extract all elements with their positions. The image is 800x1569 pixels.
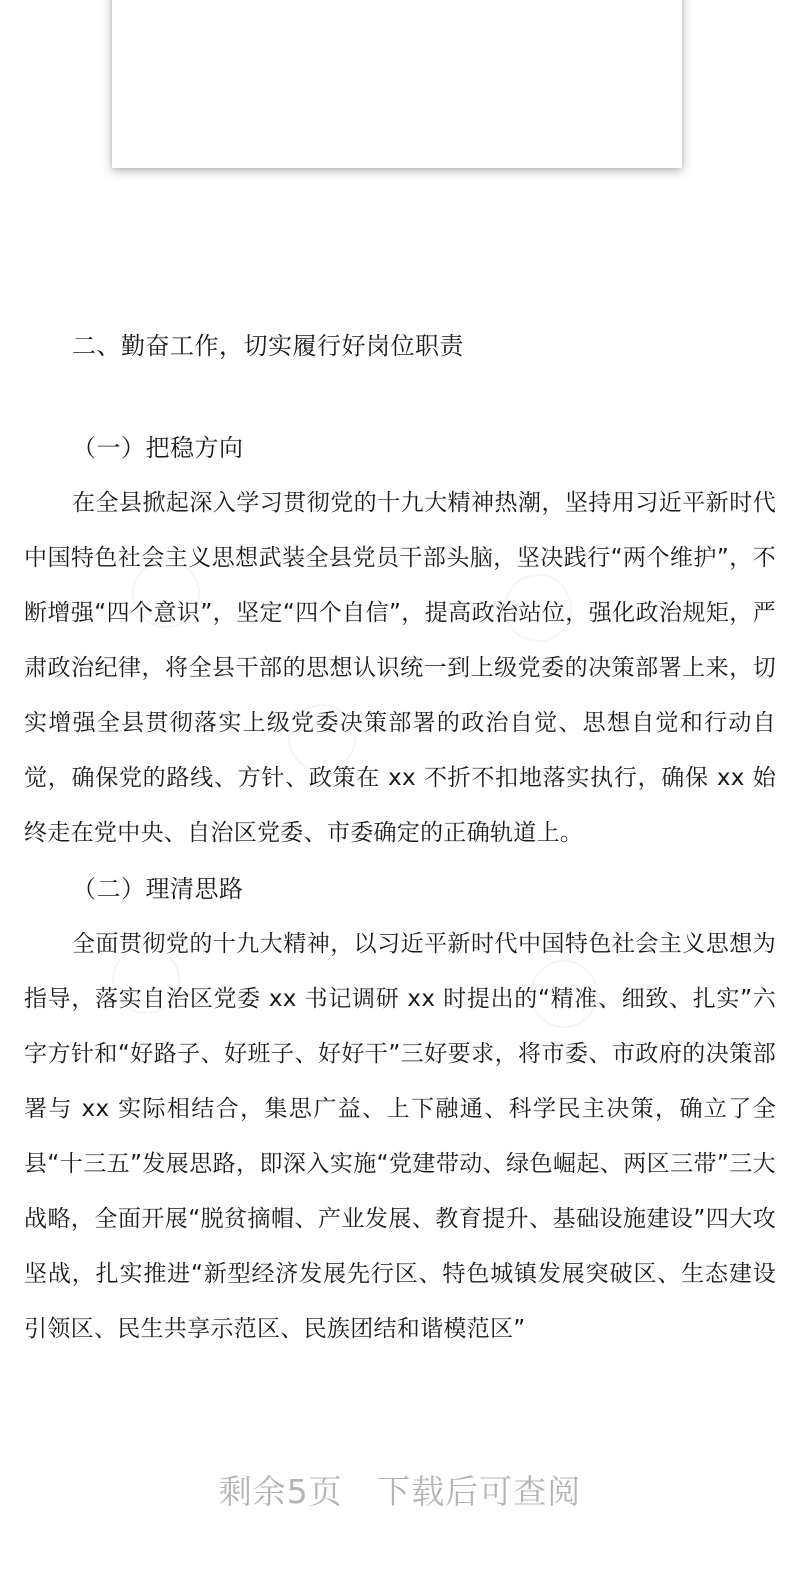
document-body xyxy=(24,318,776,1357)
remaining-pages-notice[interactable]: 剩余5页 下载后可查阅 xyxy=(218,1472,582,1511)
paragraph: 在全县掀起深入学习贯彻党的十九大精神热潮，坚持用习近平新时代中国特色社会主义思想武装全县党员干部头脑，坚决践行“两个维护”，不断增强“四个意识”，坚定“四个自信”，提高政治站位，强化政治规矩，严肃政治纪律，将全县干部的思想认识统一到上级党委的决策部署上来，切实增强全县贯彻落实上级党委决策部署的政治自觉、思想自觉和行动自觉，确保党的路线、方针、政策在 xx 不折不扣地落实执行，确保 xx 始终走在党中央、自治区党委、市委确定的正确轨道上。 xyxy=(24,490,776,846)
section-heading: 二、勤奋工作，切实履行好岗位职责 xyxy=(72,332,464,360)
previous-page-card xyxy=(112,0,682,168)
subsection-heading: （二）理清思路 xyxy=(72,875,244,903)
paragraph: 全面贯彻党的十九大精神，以习近平新时代中国特色社会主义思想为指导，落实自治区党委 xx 书记调研 xx 时提出的“精准、细致、扎实”六字方针和“好路子、好班子、好好干”三好要求，将市委、市政府的决策部署与 xx 实际相结合，集思广益、上下融通、科学民主决策，确立了全县“十三五”发展思路，即深入实施“党建带动、绿色崛起、两区三带”三大战略，全面开展“脱贫摘帽、产业发展、教育提升、基础设施建设”四大攻坚战，扎实推进“新型经济发展先行区、特色城镇发展突破区、生态建设引领区、民生共享示范区、民族团结和谐模范区” xyxy=(24,931,776,1342)
subsection-heading: （一）把稳方向 xyxy=(72,434,244,462)
